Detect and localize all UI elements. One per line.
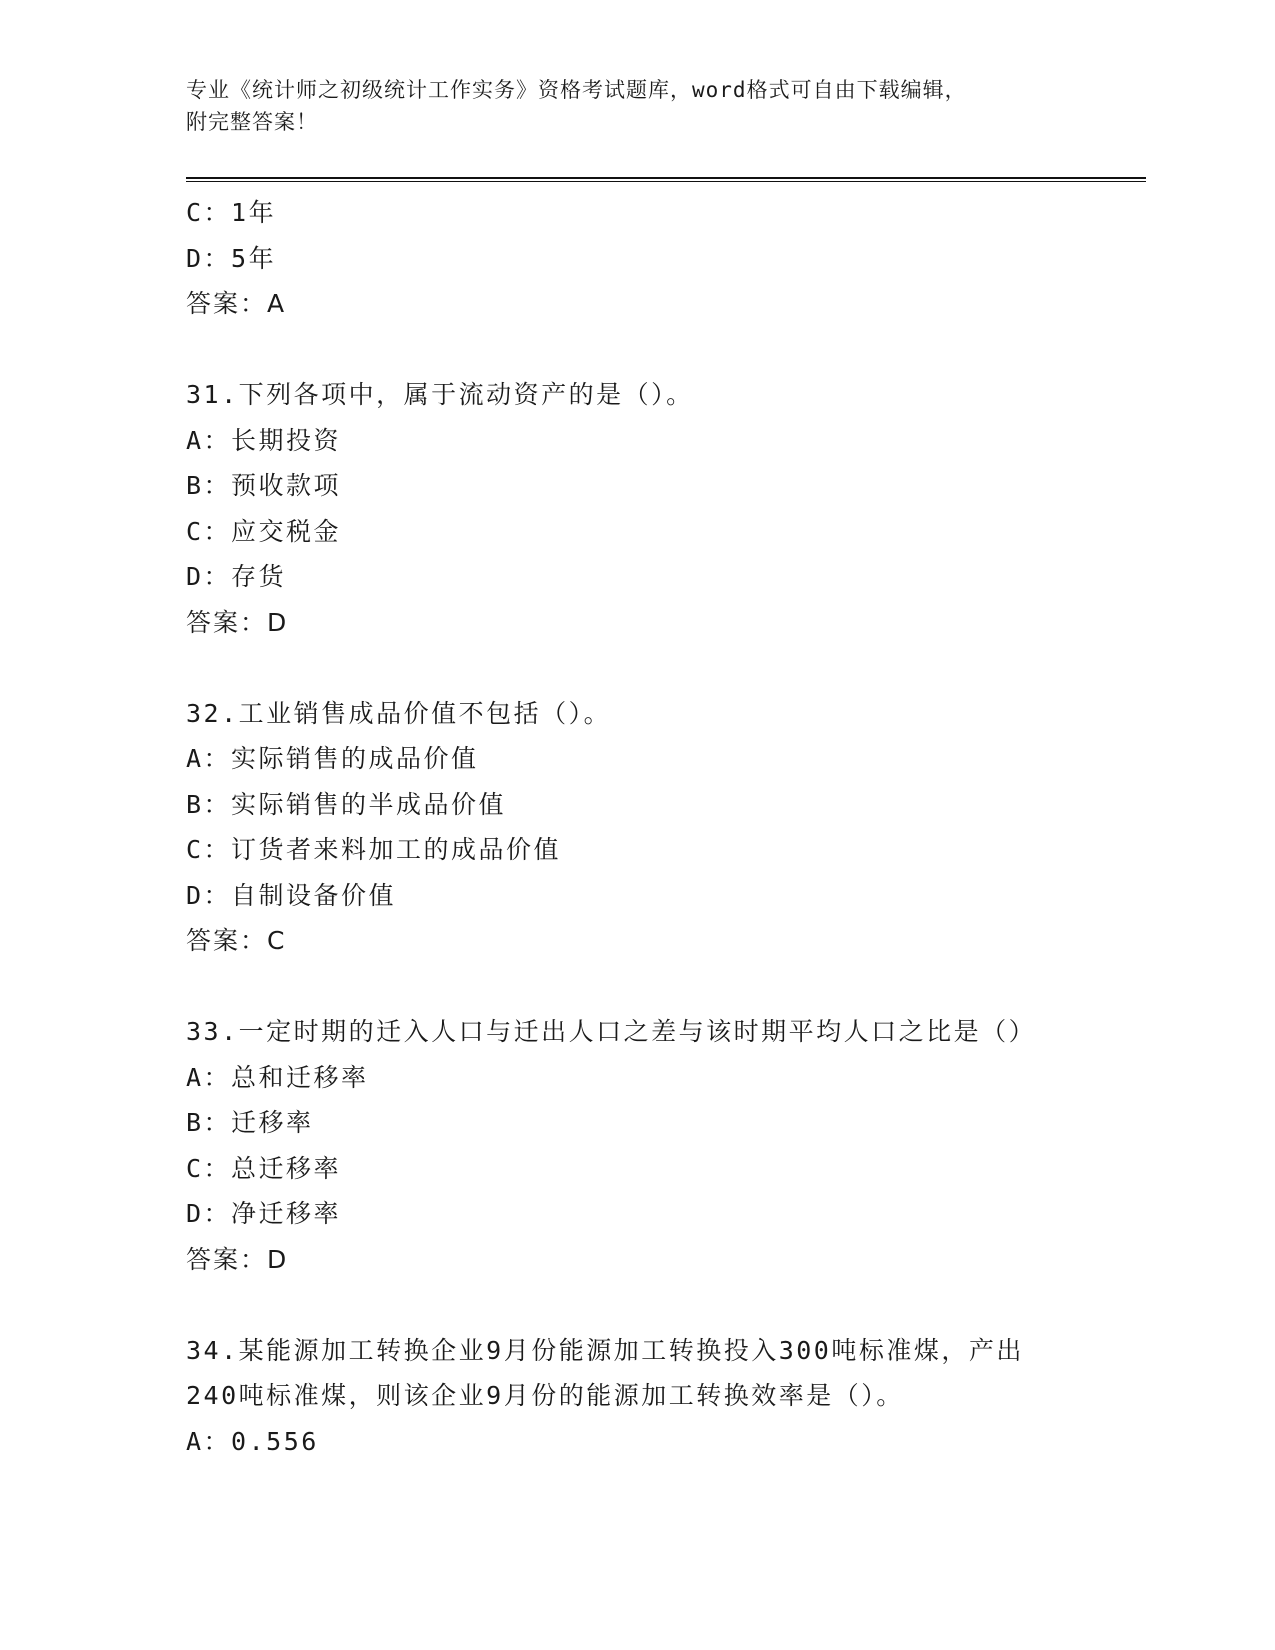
question-stem: 31.下列各项中，属于流动资产的是（）。 <box>186 380 694 409</box>
question-stem-line-2: 240吨标准煤，则该企业9月份的能源加工转换效率是（）。 <box>186 1381 904 1410</box>
header-line-1: 专业《统计师之初级统计工作实务》资格考试题库，word格式可自由下载编辑， <box>186 78 967 102</box>
option-b: B：迁移率 <box>186 1108 314 1137</box>
spacer <box>186 1282 1086 1328</box>
option-c: C：1年 <box>186 198 277 227</box>
document-header <box>186 74 1066 138</box>
option-c: C：应交税金 <box>186 516 342 546</box>
header-line-2: 附完整答案！ <box>186 110 318 134</box>
option-d: D：5年 <box>186 243 277 273</box>
option-d: D：存货 <box>186 562 287 591</box>
option-b: B：实际销售的半成品价值 <box>186 789 507 819</box>
question-32 <box>186 691 1086 964</box>
spacer <box>186 645 1086 691</box>
question-list <box>186 190 1086 1464</box>
question-31 <box>186 372 1086 645</box>
question-34 <box>186 1328 1086 1465</box>
spacer <box>186 964 1086 1010</box>
question-33 <box>186 1009 1086 1282</box>
option-c: C：总迁移率 <box>186 1153 342 1183</box>
option-a: A：实际销售的成品价值 <box>186 744 479 773</box>
question-stem: 32.工业销售成品价值不包括（）。 <box>186 698 612 728</box>
answer-line: 答案：A <box>186 289 287 318</box>
answer-line: 答案：D <box>186 607 289 637</box>
question-stem: 33.一定时期的迁入人口与迁出人口之差与该时期平均人口之比是（） <box>186 1017 1037 1046</box>
spacer <box>186 327 1086 373</box>
option-a: A：总和迁移率 <box>186 1062 369 1092</box>
option-b: B：预收款项 <box>186 471 342 500</box>
option-c: C：订货者来料加工的成品价值 <box>186 835 562 864</box>
option-a: A：0.556 <box>186 1426 319 1456</box>
option-d: D：自制设备价值 <box>186 880 397 910</box>
answer-line: 答案：D <box>186 1244 289 1274</box>
option-d: D：净迁移率 <box>186 1199 342 1228</box>
option-a: A：长期投资 <box>186 425 342 455</box>
header-divider-thin <box>186 181 1146 182</box>
answer-line: 答案：C <box>186 926 287 955</box>
header-divider-thick <box>186 177 1146 179</box>
prev-question-tail <box>186 190 1086 327</box>
question-stem-line-1: 34.某能源加工转换企业9月份能源加工转换投入300吨标准煤，产出 <box>186 1335 1024 1365</box>
